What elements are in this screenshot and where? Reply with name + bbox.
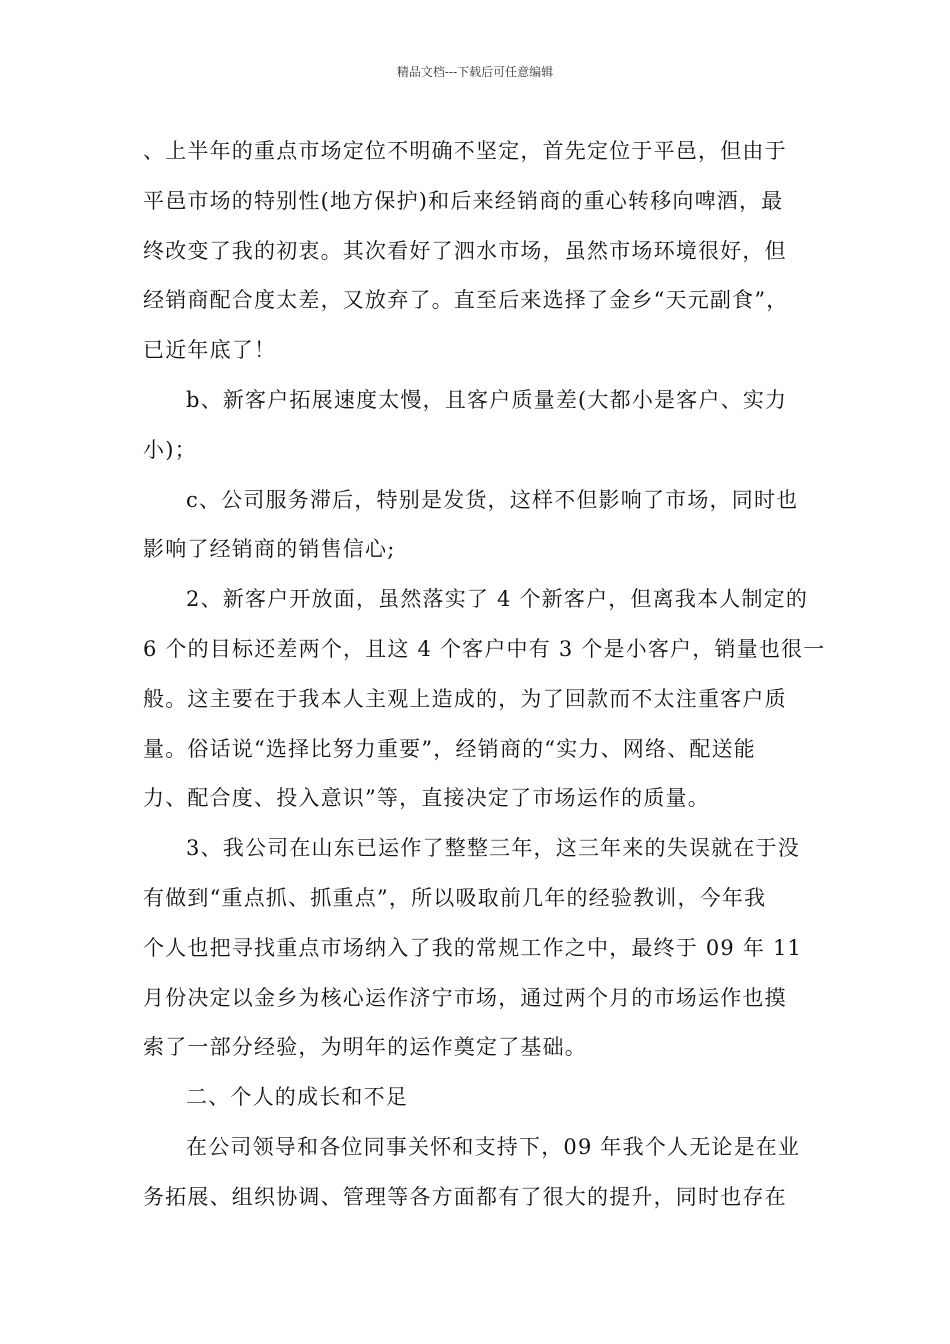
text-line: 3、我公司在山东已运作了整整三年，这三年来的失误就在于没 [186, 836, 800, 861]
text-line: 平邑市场的特别性(地方保护)和后来经销商的重心转移向啤酒，最 [143, 188, 784, 213]
text-line: 已近年底了！ [143, 338, 277, 363]
text-line: 索了一部分经验，为明年的运作奠定了基础。 [143, 1035, 587, 1060]
text-line: 、上半年的重点市场定位不明确不坚定，首先定位于平邑，但由于 [143, 139, 787, 163]
text-line: 经销商配合度太差，又放弃了。直至后来选择了金乡“天元副食”， [143, 288, 789, 313]
text-line: 6 个的目标还差两个，且这 4 个客户中有 3 个是小客户，销量也很一 [143, 636, 826, 661]
text-line: 2、新客户开放面，虽然落实了 4 个新客户，但离我本人制定的 [186, 587, 809, 612]
text-line: 终改变了我的初衷。其次看好了泗水市场，虽然市场环境很好，但 [143, 238, 787, 263]
text-line: 量。俗话说“选择比努力重要”，经销商的“实力、网络、配送能 [143, 736, 757, 761]
document-body [143, 131, 826, 1227]
text-line: c、公司服务滞后，特别是发货，这样不但影响了市场，同时也 [186, 487, 799, 512]
text-line: 务拓展、组织协调、管理等各方面都有了很大的提升，同时也存在 [143, 1184, 787, 1209]
text-line: 小)； [143, 437, 197, 462]
text-line: 个人也把寻找重点市场纳入了我的常规工作之中，最终于 09 年 11 [143, 935, 803, 960]
text-line: 月份决定以金乡为核心运作济宁市场，通过两个月的市场运作也摸 [143, 985, 787, 1010]
text-line: 二、个人的成长和不足 [186, 1085, 408, 1110]
text-line: 有做到“重点抓、抓重点”，所以吸取前几年的经验教训，今年我 [143, 885, 767, 910]
text-line: 般。这主要在于我本人主观上造成的，为了回款而不太注重客户质 [143, 686, 787, 711]
text-line: 影响了经销商的销售信心; [143, 537, 396, 562]
page-header: 精品文档---下载后可任意编辑 [396, 65, 554, 79]
text-line: 力、配合度、投入意识”等，直接决定了市场运作的质量。 [143, 786, 710, 811]
text-line: 在公司领导和各位同事关怀和支持下，09 年我个人无论是在业 [186, 1134, 801, 1159]
text-line: b、新客户拓展速度太慢，且客户质量差(大都小是客户、实力 [186, 387, 788, 412]
